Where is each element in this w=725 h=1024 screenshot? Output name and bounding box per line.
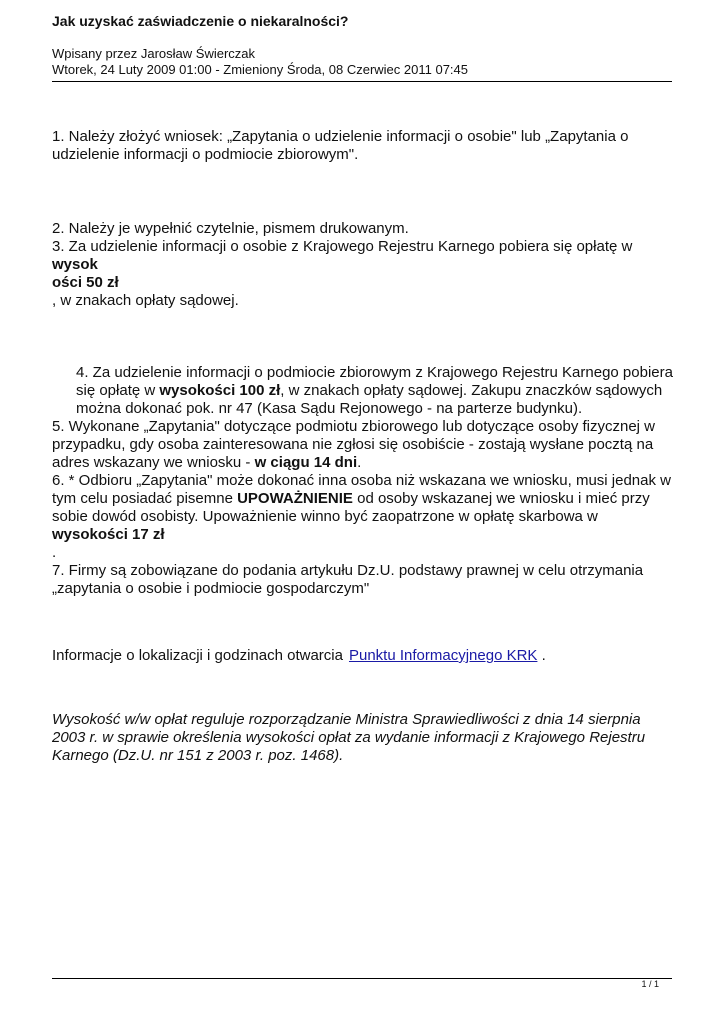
paragraph-3-text: 3. Za udzielenie informacji o osobie z Krajowego Rejestru Karnego pobiera się opłatę w bbox=[52, 238, 633, 255]
paragraph-2: 2. Należy je wypełnić czytelnie, pismem drukowanym. bbox=[52, 220, 409, 237]
info-paragraph bbox=[52, 647, 677, 665]
date-line: Wtorek, 24 Luty 2009 01:00 - Zmieniony Środa, 08 Czerwiec 2011 07:45 bbox=[52, 62, 468, 77]
page-number: 1 / 1 bbox=[641, 979, 659, 989]
legal-note: Wysokość w/w opłat reguluje rozporządzanie Ministra Sprawiedliwości z dnia 14 sierpnia 2003 r. w sprawie określenia wysokości opłat za wydanie informacji z Krajowego Rejestru Karnego (Dz.U. nr 151 z 2003 r. poz. 1468). bbox=[52, 711, 646, 764]
paragraph-5-bold: w ciągu 14 dni bbox=[254, 454, 358, 471]
paragraph-1: 1. Należy złożyć wniosek: „Zapytania o udzielenie informacji o osobie" lub „Zapytania o udzielenie informacji o podmiocie zbiorowym". bbox=[52, 128, 629, 163]
paragraph-6-dot: . bbox=[52, 544, 57, 561]
paragraph-4-text: 4. Za udzielenie informacji o podmiocie zbiorowym z Krajowego Rejestru Karnego pobiera się opłatę w bbox=[76, 364, 673, 399]
paragraph-3-bold-a: wysok bbox=[52, 256, 98, 273]
paragraph-6 bbox=[52, 472, 677, 544]
krk-info-link[interactable]: Punktu Informacyjnego KRK bbox=[348, 647, 538, 664]
paragraph-6-mid: od osoby wskazanej we wniosku i mieć przy sobie dowód osobisty. Upoważnienie winno być zaopatrzone w opłatę skarbowa w bbox=[52, 490, 650, 525]
paragraph-5 bbox=[52, 418, 677, 472]
paragraph-6-bold-2: wysokości 17 zł bbox=[52, 526, 165, 543]
paragraph-3-end: , w znakach opłaty sądowej. bbox=[52, 292, 239, 309]
paragraph-5-end: . bbox=[357, 454, 362, 471]
paragraph-7: 7. Firmy są zobowiązane do podania artykułu Dz.U. podstawy prawnej w celu otrzymania „zapytania o osobie i podmiocie gospodarczym" bbox=[52, 562, 644, 597]
paragraph-5-text: 5. Wykonane „Zapytania" dotyczące podmiotu zbiorowego lub dotyczące osoby fizycznej w przypadku, gdy osoba zainteresowana nie zgłosi się osobiście - zostają wysłane pocztą na adres wskazany we wniosku - bbox=[52, 418, 656, 471]
paragraph-3 bbox=[52, 238, 677, 292]
author-line: Wpisany przez Jarosław Świerczak bbox=[52, 46, 256, 61]
paragraph-6-text: 6. * Odbioru „Zapytania" może dokonać inna osoba niż wskazana we wniosku, musi jednak w tym celu posiadać pisemne bbox=[52, 472, 671, 507]
paragraph-6-bold: UPOWAŻNIENIE bbox=[237, 490, 353, 507]
paragraph-4-bold: wysokości 100 zł bbox=[159, 382, 281, 399]
footer-divider bbox=[52, 978, 672, 979]
paragraph-3-bold-b: ości 50 zł bbox=[52, 274, 119, 291]
info-text: Informacje o lokalizacji i godzinach otwarcia bbox=[52, 647, 343, 664]
article-body bbox=[52, 128, 677, 765]
page-title: Jak uzyskać zaświadczenie o niekaralności? bbox=[52, 13, 349, 29]
info-end: . bbox=[537, 647, 546, 664]
header-divider bbox=[52, 81, 672, 82]
paragraph-4 bbox=[52, 364, 677, 418]
paragraph-4-end: , w znakach opłaty sądowej. Zakupu znaczków sądowych można dokonać pok. nr 47 (Kasa Sądu Rejonowego - na parterze budynku). bbox=[76, 382, 663, 417]
